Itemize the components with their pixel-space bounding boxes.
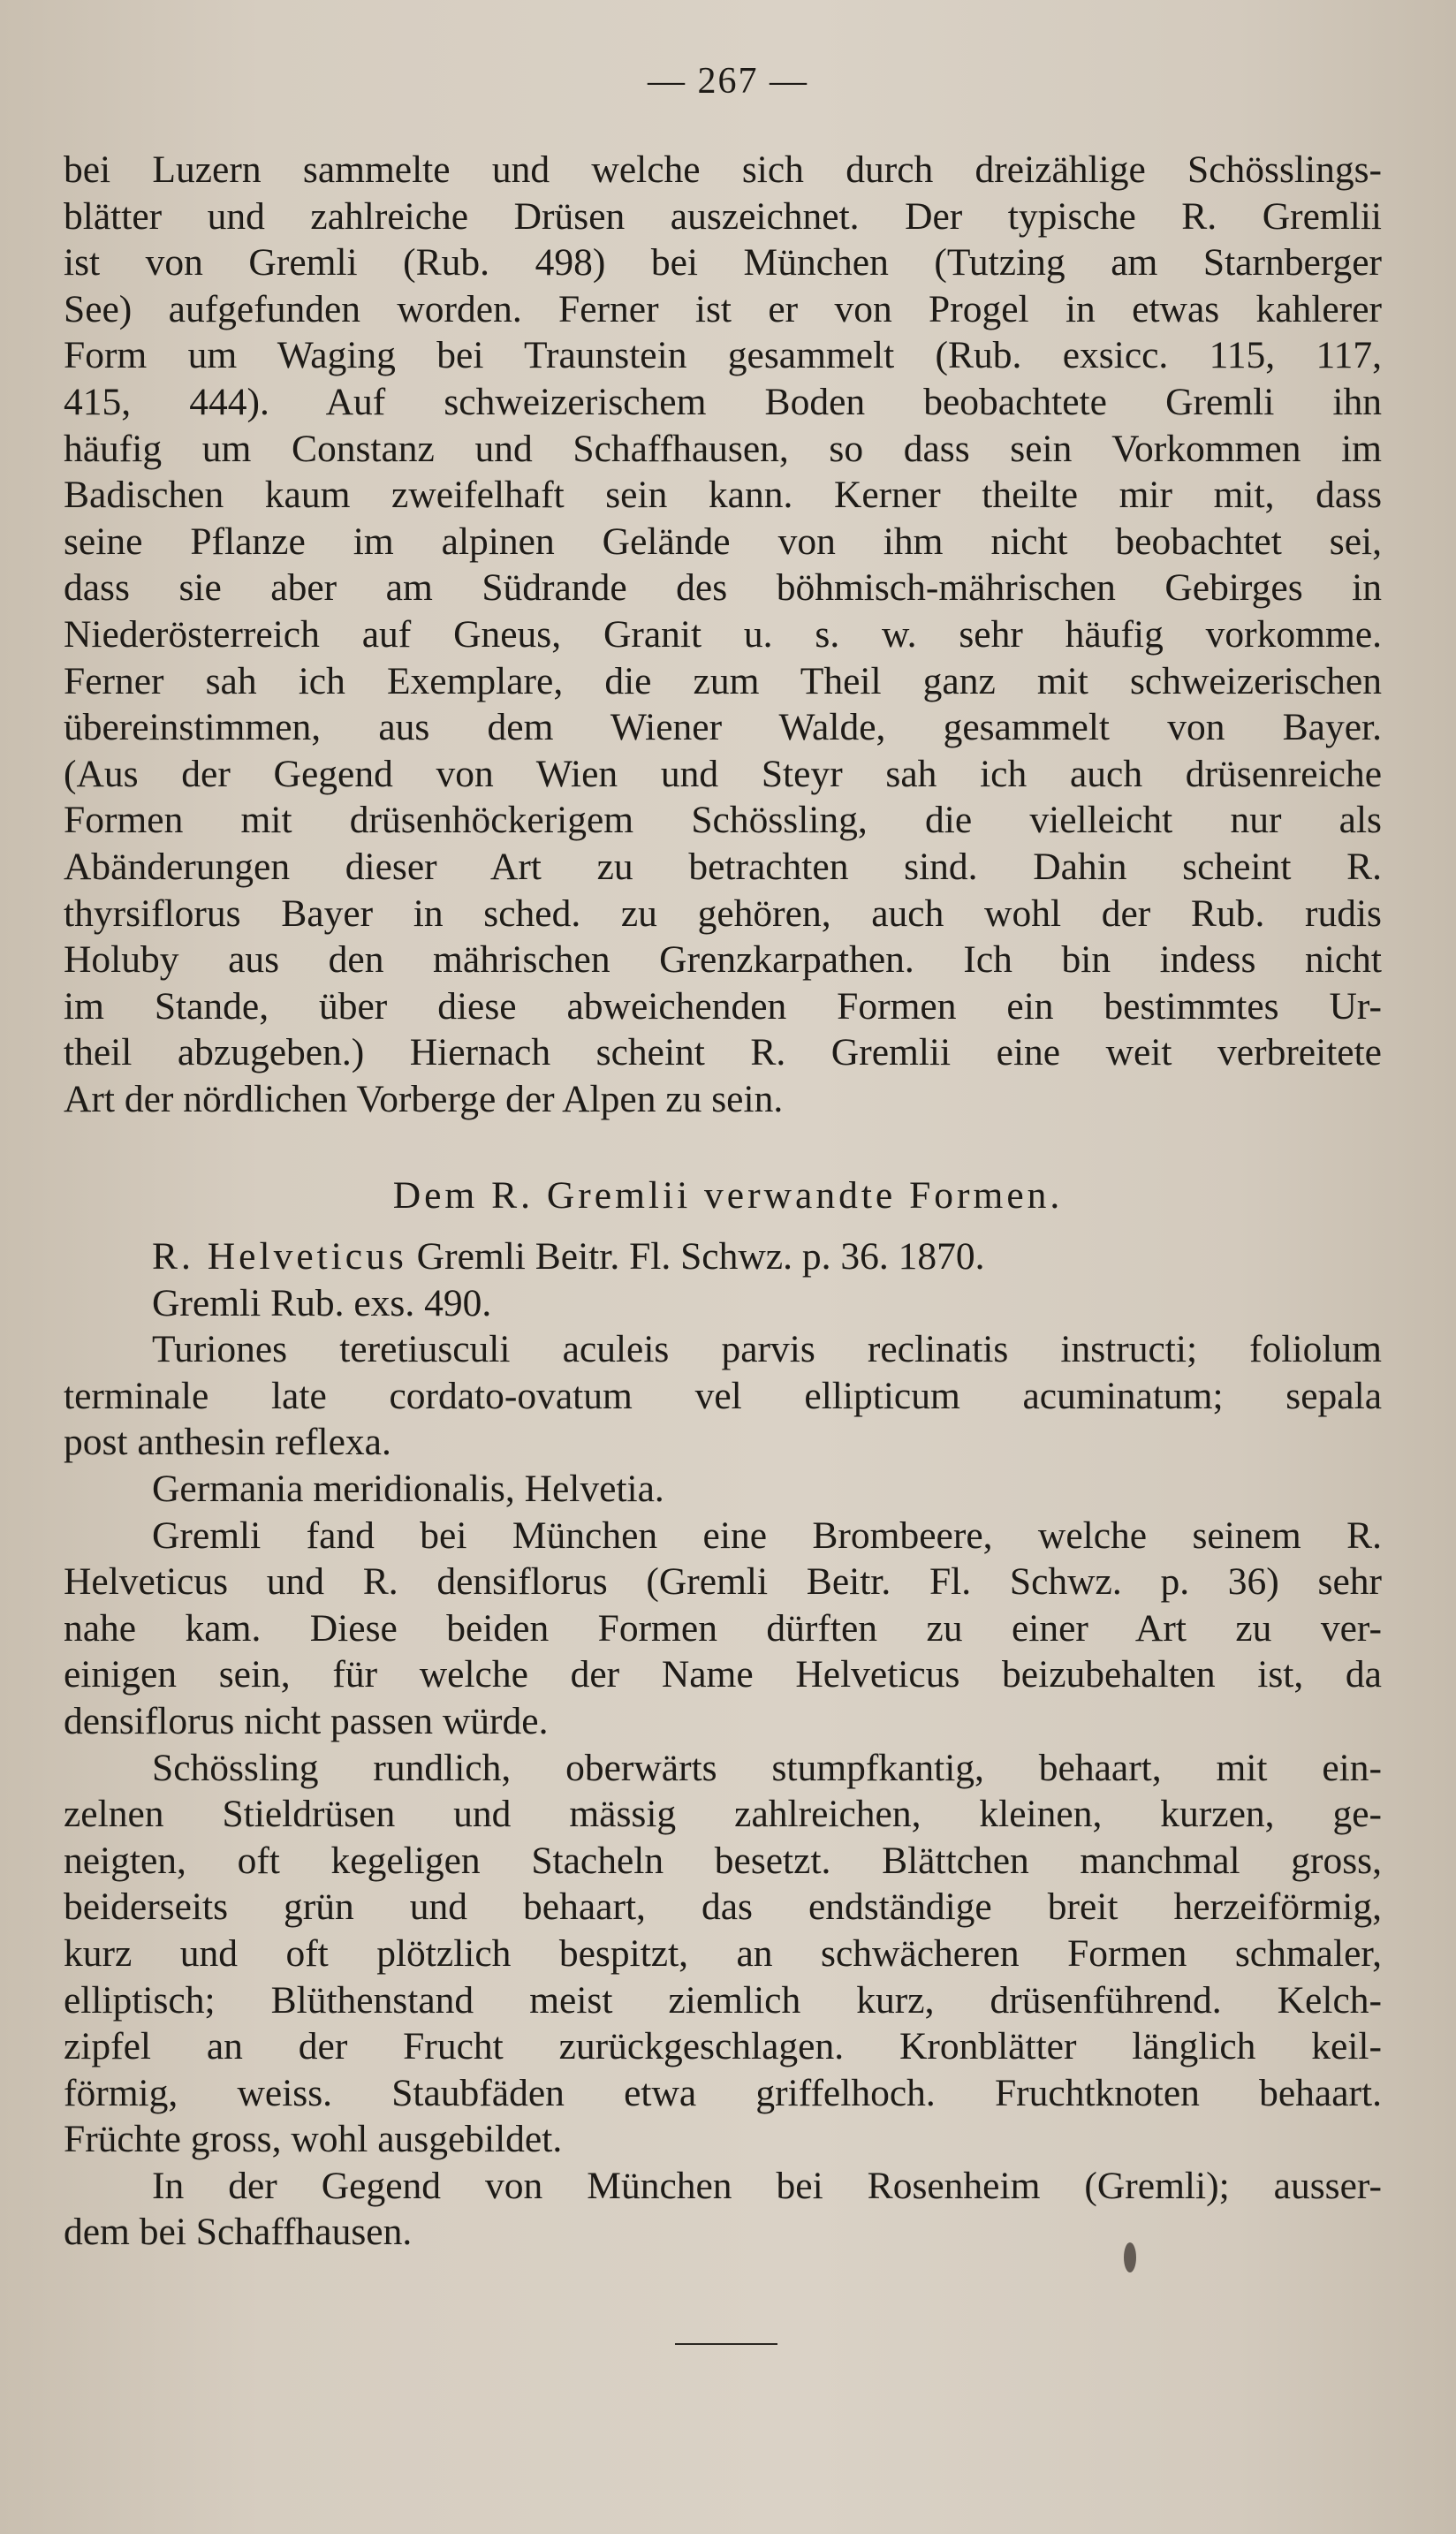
text-line: In der Gegend von München bei Rosenheim (Gremli); ausser- <box>152 2164 1382 2207</box>
text-line: übereinstimmen, aus dem Wiener Walde, gesammelt von Bayer. <box>64 706 1382 749</box>
text-line: See) aufgefunden worden. Ferner ist er von Progel in etwas kahlerer <box>64 287 1382 330</box>
latin-description-line: post anthesin reflexa. <box>64 1421 391 1464</box>
latin-description-line: Turiones teretiusculi aculeis parvis reclinatis instructi; foliolum <box>152 1328 1382 1371</box>
text-line: förmig, weiss. Staubfäden etwa griffelhoch. Fruchtknoten behaart. <box>64 2071 1382 2114</box>
end-rule <box>675 2343 777 2345</box>
text-line: ist von Gremli (Rub. 498) bei München (Tutzing am Starnberger <box>64 241 1382 285</box>
text-line: Holuby aus den mährischen Grenzkarpathen. Ich bin indess nicht <box>64 938 1382 982</box>
text-line: bei Luzern sammelte und welche sich durch dreizählige Schösslings- <box>64 148 1382 191</box>
text-line: Ferner sah ich Exemplare, die zum Theil ganz mit schweizerischen <box>64 659 1382 702</box>
latin-description-line: terminale late cordato-ovatum vel ellipticum acuminatum; sepala <box>64 1374 1382 1417</box>
text-line: kurz und oft plötzlich bespitzt, an schwächeren Formen schmaler, <box>64 1931 1382 1975</box>
text-line: dass sie aber am Südrande des böhmisch-mährischen Gebirges in <box>64 566 1382 610</box>
species-entry <box>64 1233 1382 2256</box>
species-exsiccata: Gremli Rub. exs. 490. <box>152 1281 492 1324</box>
text-line: (Aus der Gegend von Wien und Steyr sah ich auch drüsenreiche <box>64 752 1382 795</box>
text-line: zipfel an der Frucht zurückgeschlagen. Kronblätter länglich keil- <box>64 2025 1382 2068</box>
text-line: thyrsiflorus Bayer in sched. zu gehören, auch wohl der Rub. rudis <box>64 891 1382 935</box>
text-line: Abänderungen dieser Art zu betrachten sind. Dahin scheint R. <box>64 845 1382 888</box>
ink-smudge <box>1124 2242 1136 2272</box>
section-heading: Dem R. Gremlii verwandte Formen. <box>392 1174 1064 1217</box>
species-name: R. Helveticus <box>152 1235 407 1278</box>
text-line: densiflorus nicht passen würde. <box>64 1699 549 1742</box>
text-line: beiderseits grün und behaart, das endständige breit herzeiförmig, <box>64 1885 1382 1929</box>
text-line: Gremli fand bei München eine Brombeere, welche seinem R. <box>152 1514 1382 1557</box>
text-line: einigen sein, für welche der Name Helveticus beizubehalten ist, da <box>64 1653 1382 1696</box>
text-line: nahe kam. Diese beiden Formen dürften zu einer Art zu ver- <box>64 1606 1382 1650</box>
text-line: häufig um Constanz und Schaffhausen, so dass sein Vorkommen im <box>64 427 1382 470</box>
text-line: Schössling rundlich, oberwärts stumpfkantig, behaart, mit ein- <box>152 1746 1382 1789</box>
text-line: 415, 444). Auf schweizerischem Boden beobachtete Gremli ihn <box>64 380 1382 423</box>
text-line: Formen mit drüsenhöckerigem Schössling, die vielleicht nur als <box>64 799 1382 842</box>
text-line: dem bei Schaffhausen. <box>64 2211 413 2254</box>
species-range: Germania meridionalis, Helvetia. <box>152 1467 664 1510</box>
text-line: Helveticus und R. densiflorus (Gremli Beitr. Fl. Schwz. p. 36) sehr <box>64 1560 1382 1604</box>
text-line: neigten, oft kegeligen Stacheln besetzt. Blättchen manchmal gross, <box>64 1839 1382 1882</box>
text-line: im Stande, über diese abweichenden Formen ein bestimmtes Ur- <box>64 984 1382 1028</box>
page-number: — 267 — <box>648 61 808 102</box>
text-line: Niederösterreich auf Gneus, Granit u. s. w. sehr häufig vorkomme. <box>64 612 1382 656</box>
text-line: Form um Waging bei Traunstein gesammelt (Rub. exsicc. 115, 117, <box>64 334 1382 377</box>
text-line: Art der nördlichen Vorberge der Alpen zu sein. <box>64 1077 784 1120</box>
text-line: Früchte gross, wohl ausgebildet. <box>64 2118 563 2161</box>
text-line: elliptisch; Blüthenstand meist ziemlich kurz, drüsenführend. Kelch- <box>64 1978 1382 2022</box>
species-citation: Gremli Beitr. Fl. Schwz. p. 36. 1870. <box>416 1235 985 1278</box>
text-line: theil abzugeben.) Hiernach scheint R. Gremlii eine weit verbreitete <box>64 1031 1382 1074</box>
paragraph-continuation <box>64 147 1382 1122</box>
text-line: Badischen kaum zweifelhaft sein kann. Kerner theilte mir mit, dass <box>64 474 1382 517</box>
text-line: zelnen Stieldrüsen und mässig zahlreichen, kleinen, kurzen, ge- <box>64 1793 1382 1836</box>
text-line: seine Pflanze im alpinen Gelände von ihm nicht beobachtet sei, <box>64 520 1382 563</box>
text-line: blätter und zahlreiche Drüsen auszeichnet. Der typische R. Gremlii <box>64 194 1382 238</box>
species-citation-line <box>64 1233 1382 1280</box>
